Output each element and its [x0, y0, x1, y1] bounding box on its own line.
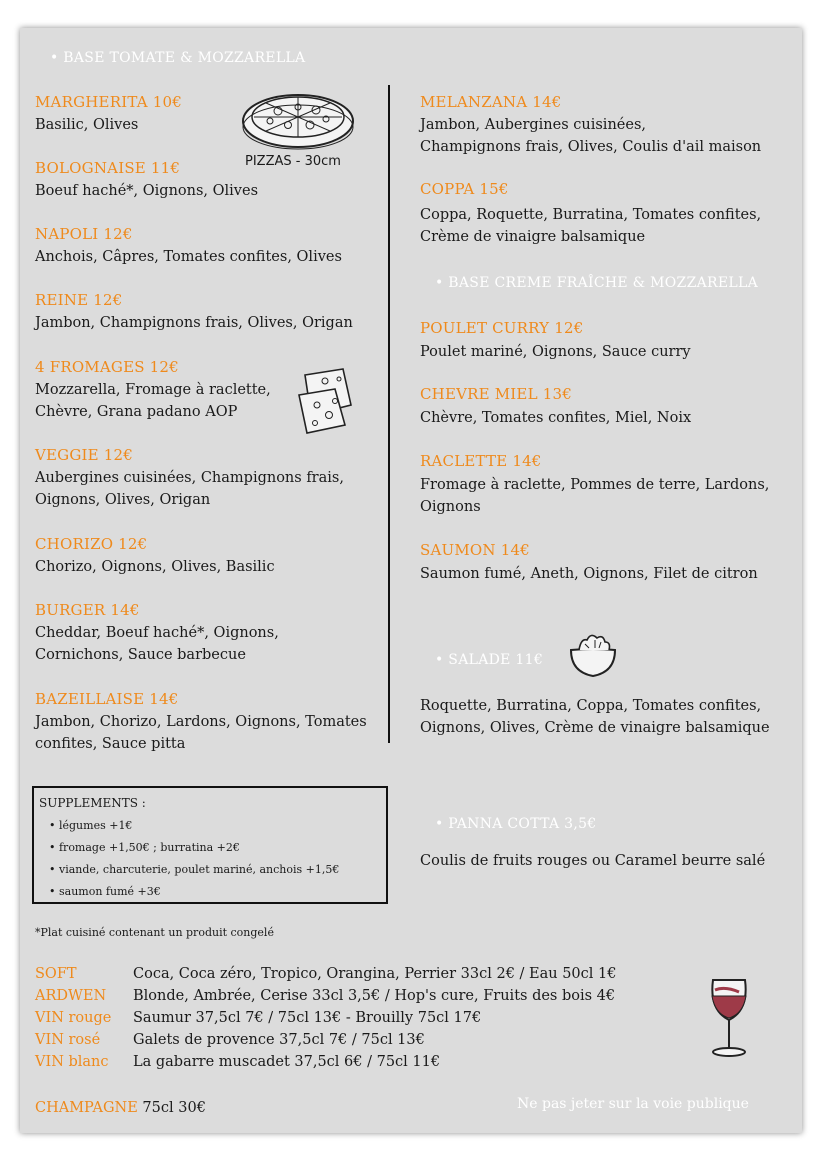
supplement-item: • saumon fumé +3€ [49, 885, 161, 898]
pizza-name: POULET CURRY 12€ [420, 319, 584, 337]
pizza-name: COPPA 15€ [420, 180, 509, 198]
pizza-name: CHEVRE MIEL 13€ [420, 385, 572, 403]
pizza-desc: Mozzarella, Fromage à raclette, [35, 382, 271, 398]
champagne-line [35, 1100, 206, 1116]
pizza-icon [238, 83, 358, 155]
pizza-name: VEGGIE 12€ [35, 446, 134, 464]
champagne-label: CHAMPAGNE [35, 1100, 138, 1116]
supplements-title: SUPPLEMENTS : [39, 796, 146, 810]
pizza-name: 4 FROMAGES 12€ [35, 358, 179, 376]
pizza-name: BOLOGNAISE 11€ [35, 159, 181, 177]
section-heading-tomate: • BASE TOMATE & MOZZARELLA [50, 50, 306, 66]
section-heading-creme: • BASE CREME FRAÎCHE & MOZZARELLA [435, 275, 758, 291]
pizza-desc: Anchois, Câpres, Tomates confites, Olives [35, 249, 342, 265]
champagne-text: 75cl 30€ [137, 1100, 206, 1116]
pizza-desc: Chèvre, Tomates confites, Miel, Noix [420, 410, 692, 426]
pizza-name: SAUMON 14€ [420, 541, 530, 559]
section-heading-salade: • SALADE 11€ [435, 652, 544, 668]
drink-label: VIN rouge [35, 1010, 112, 1026]
pizza-name: CHORIZO 12€ [35, 535, 148, 553]
pizza-name: BURGER 14€ [35, 601, 140, 619]
pizza-name: MARGHERITA 10€ [35, 93, 182, 111]
column-divider [388, 85, 390, 743]
cheese-icon [295, 365, 359, 437]
pizza-desc: Champignons frais, Olives, Coulis d'ail maison [420, 139, 762, 155]
pizza-desc: Cornichons, Sauce barbecue [35, 647, 246, 663]
pizza-desc: Oignons, Olives, Origan [35, 492, 211, 508]
salade-desc: Oignons, Olives, Crème de vinaigre balsamique [420, 720, 770, 736]
pizza-name: MELANZANA 14€ [420, 93, 562, 111]
wine-glass-icon [705, 976, 753, 1060]
drink-label: ARDWEN [35, 988, 107, 1004]
drink-text: Saumur 37,5cl 7€ / 75cl 13€ - Brouilly 75cl 17€ [133, 1010, 482, 1026]
notice-text: Ne pas jeter sur la voie publique [517, 1096, 749, 1112]
drink-text: La gabarre muscadet 37,5cl 6€ / 75cl 11€ [133, 1054, 441, 1070]
drink-label: VIN blanc [35, 1054, 109, 1070]
supplements-box [32, 786, 388, 904]
drink-text: Blonde, Ambrée, Cerise 33cl 3,5€ / Hop's cure, Fruits des bois 4€ [133, 988, 616, 1004]
drink-text: Coca, Coca zéro, Tropico, Orangina, Perrier 33cl 2€ / Eau 50cl 1€ [133, 966, 617, 982]
pizza-name: RACLETTE 14€ [420, 452, 542, 470]
pizza-desc: Basilic, Olives [35, 117, 139, 133]
footnote: *Plat cuisiné contenant un produit congelé [35, 926, 274, 939]
salade-desc: Roquette, Burratina, Coppa, Tomates confites, [420, 698, 762, 714]
pizza-desc: Crème de vinaigre balsamique [420, 229, 646, 245]
pizza-desc: Boeuf haché*, Oignons, Olives [35, 183, 259, 199]
pizza-desc: Chorizo, Oignons, Olives, Basilic [35, 559, 275, 575]
pizza-size-label: PIZZAS - 30cm [245, 154, 341, 169]
pizza-desc: Saumon fumé, Aneth, Oignons, Filet de citron [420, 566, 758, 582]
drink-label: VIN rosé [35, 1032, 101, 1048]
drink-label: SOFT [35, 966, 77, 982]
pizza-desc: Jambon, Chorizo, Lardons, Oignons, Tomates [35, 714, 367, 730]
pizza-name: BAZEILLAISE 14€ [35, 690, 179, 708]
pizza-desc: Oignons [420, 499, 481, 515]
pizza-name: NAPOLI 12€ [35, 225, 133, 243]
pizza-desc: Jambon, Champignons frais, Olives, Origan [35, 315, 353, 331]
pizza-desc: Jambon, Aubergines cuisinées, [420, 117, 646, 133]
section-heading-panna-cotta: • PANNA COTTA 3,5€ [435, 816, 597, 832]
supplement-item: • viande, charcuterie, poulet mariné, anchois +1,5€ [49, 863, 340, 876]
menu-sheet [20, 28, 802, 1133]
pizza-desc: confites, Sauce pitta [35, 736, 186, 752]
pizza-desc: Poulet mariné, Oignons, Sauce curry [420, 344, 691, 360]
pizza-desc: Fromage à raclette, Pommes de terre, Lardons, [420, 477, 770, 493]
drink-text: Galets de provence 37,5cl 7€ / 75cl 13€ [133, 1032, 425, 1048]
salad-bowl-icon [565, 628, 621, 680]
supplement-item: • fromage +1,50€ ; burratina +2€ [49, 841, 240, 854]
pizza-desc: Chèvre, Grana padano AOP [35, 404, 238, 420]
supplement-item: • légumes +1€ [49, 819, 133, 832]
pizza-desc: Aubergines cuisinées, Champignons frais, [35, 470, 344, 486]
pizza-name: REINE 12€ [35, 291, 123, 309]
pizza-desc: Cheddar, Boeuf haché*, Oignons, [35, 625, 279, 641]
pizza-desc: Coppa, Roquette, Burratina, Tomates confites, [420, 207, 762, 223]
panna-cotta-desc: Coulis de fruits rouges ou Caramel beurre salé [420, 853, 766, 869]
